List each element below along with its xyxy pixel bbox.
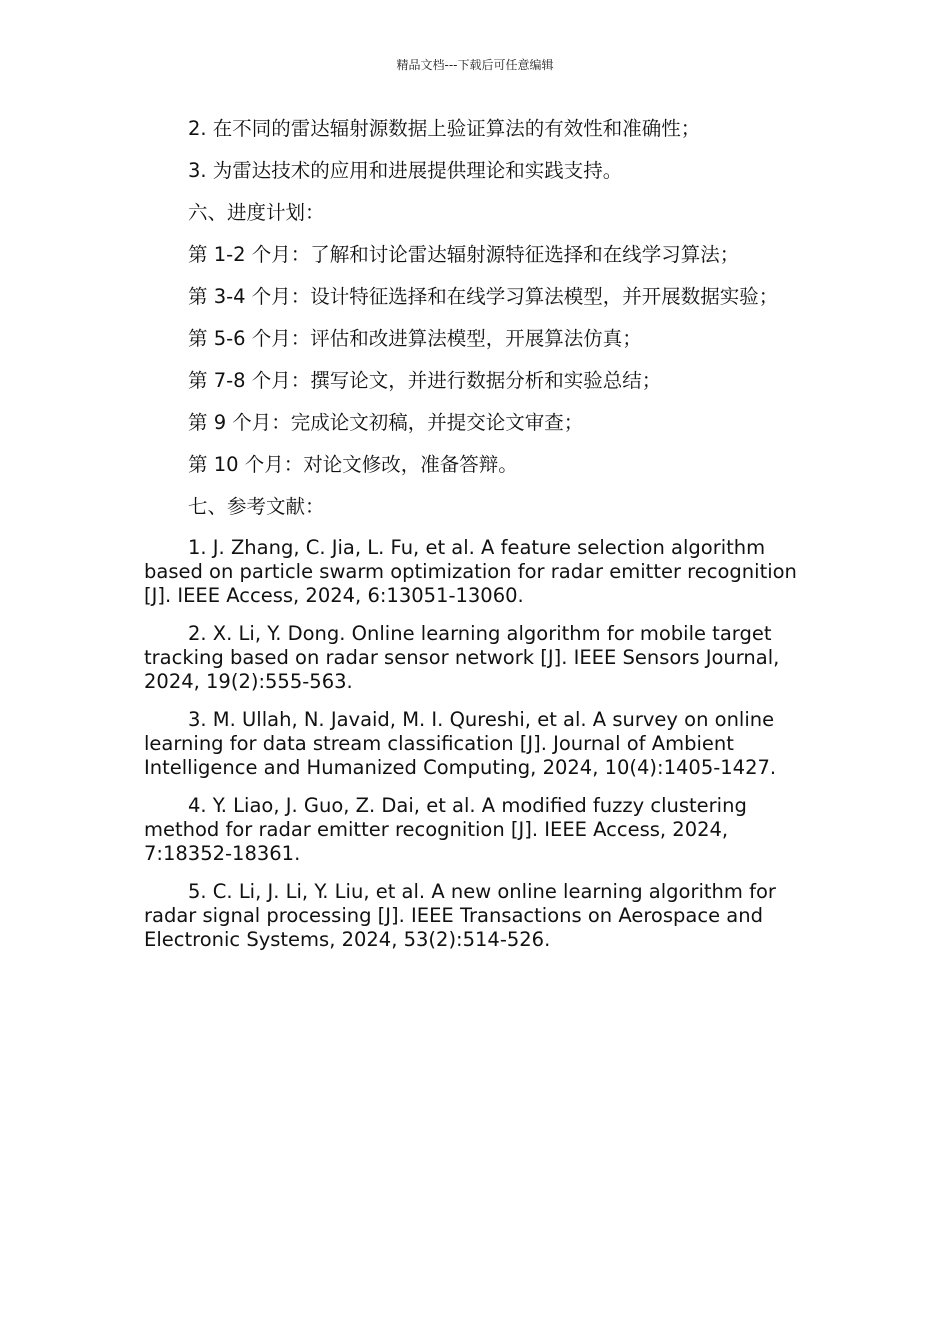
reference-item-2: 2. X. Li, Y. Dong. Online learning algorithm for mobile target tracking based on radar sensor network [J]. IEEE Sensors Journal, 2024, 19(2):555-563.: [144, 622, 780, 693]
section-heading-schedule: 六、进度计划：: [188, 201, 325, 224]
reference-item-3: 3. M. Ullah, N. Javaid, M. I. Qureshi, et al. A survey on online learning for data stream classification [J]. Journal of Ambient Intelligence and Humanized Computing, 2024, 10(4):1405-1427.: [144, 708, 777, 779]
reference-item-1: 1. J. Zhang, C. Jia, L. Fu, et al. A feature selection algorithm based on particle swarm optimization for radar emitter recognition [J]. IEEE Access, 2024, 6:13051-13060.: [144, 536, 797, 607]
schedule-item-2: 第 3-4 个月：设计特征选择和在线学习算法模型，并开展数据实验；: [188, 285, 779, 308]
schedule-item-6: 第 10 个月：对论文修改，准备答辩。: [188, 453, 518, 476]
document-body: [144, 116, 809, 966]
page-header: 精品文档---下载后可任意编辑: [396, 58, 554, 72]
schedule-item-4: 第 7-8 个月：撰写论文，并进行数据分析和实验总结；: [188, 369, 662, 392]
reference-item-5: 5. C. Li, J. Li, Y. Liu, et al. A new online learning algorithm for radar signal processing [J]. IEEE Transactions on Aerospace and Electronic Systems, 2024, 53(2):514-526.: [144, 880, 776, 951]
goal-item-2: 2. 在不同的雷达辐射源数据上验证算法的有效性和准确性；: [188, 117, 701, 140]
reference-item-4: 4. Y. Liao, J. Guo, Z. Dai, et al. A modified fuzzy clustering method for radar emitter recognition [J]. IEEE Access, 2024, 7:18352-18361.: [144, 794, 747, 865]
goal-item-3: 3. 为雷达技术的应用和进展提供理论和实践支持。: [188, 159, 623, 182]
section-heading-references: 七、参考文献：: [188, 495, 325, 518]
schedule-item-1: 第 1-2 个月：了解和讨论雷达辐射源特征选择和在线学习算法；: [188, 243, 740, 266]
schedule-item-5: 第 9 个月：完成论文初稿，并提交论文审查；: [188, 411, 584, 434]
schedule-item-3: 第 5-6 个月：评估和改进算法模型，开展算法仿真；: [188, 327, 642, 350]
